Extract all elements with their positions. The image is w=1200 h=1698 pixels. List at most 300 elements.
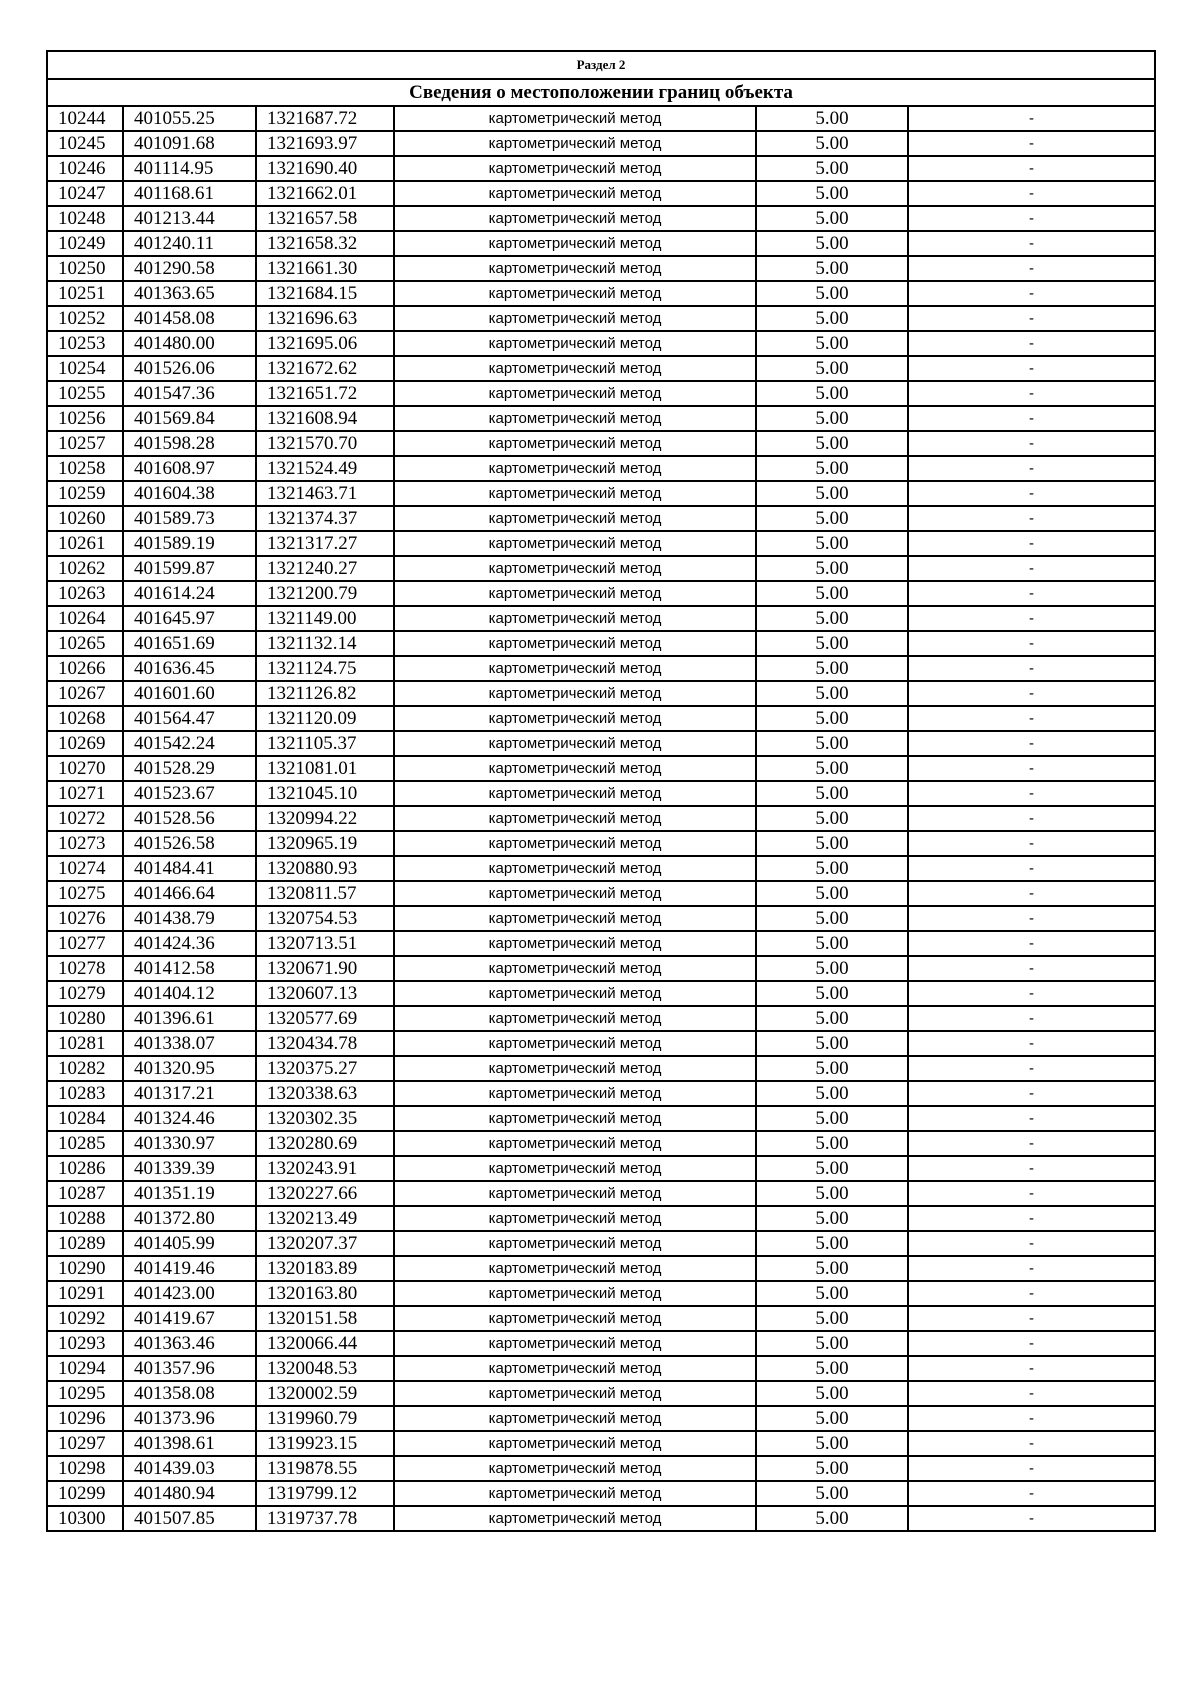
method-cell: картометрический метод <box>394 556 756 581</box>
description-cell: - <box>908 681 1155 706</box>
x-coordinate-cell: 401324.46 <box>123 1106 256 1131</box>
x-coordinate-cell: 401404.12 <box>123 981 256 1006</box>
table-row <box>47 1181 1155 1206</box>
y-coordinate-cell: 1320671.90 <box>256 956 394 981</box>
point-number-cell: 10280 <box>47 1006 123 1031</box>
x-coordinate-cell: 401480.94 <box>123 1481 256 1506</box>
method-cell: картометрический метод <box>394 456 756 481</box>
x-coordinate-cell: 401114.95 <box>123 156 256 181</box>
point-number-cell: 10291 <box>47 1281 123 1306</box>
method-cell: картометрический метод <box>394 881 756 906</box>
accuracy-cell: 5.00 <box>756 756 908 781</box>
accuracy-cell: 5.00 <box>756 231 908 256</box>
point-number-cell: 10284 <box>47 1106 123 1131</box>
method-cell: картометрический метод <box>394 1456 756 1481</box>
point-number-cell: 10295 <box>47 1381 123 1406</box>
method-cell: картометрический метод <box>394 356 756 381</box>
table-row <box>47 206 1155 231</box>
y-coordinate-cell: 1320213.49 <box>256 1206 394 1231</box>
x-coordinate-cell: 401484.41 <box>123 856 256 881</box>
y-coordinate-cell: 1321045.10 <box>256 781 394 806</box>
y-coordinate-cell: 1320811.57 <box>256 881 394 906</box>
description-cell: - <box>908 281 1155 306</box>
point-number-cell: 10250 <box>47 256 123 281</box>
method-cell: картометрический метод <box>394 1131 756 1156</box>
accuracy-cell: 5.00 <box>756 1356 908 1381</box>
y-coordinate-cell: 1320163.80 <box>256 1281 394 1306</box>
description-cell: - <box>908 106 1155 131</box>
accuracy-cell: 5.00 <box>756 1106 908 1131</box>
point-number-cell: 10281 <box>47 1031 123 1056</box>
accuracy-cell: 5.00 <box>756 406 908 431</box>
y-coordinate-cell: 1321126.82 <box>256 681 394 706</box>
table-row <box>47 1106 1155 1131</box>
point-number-cell: 10265 <box>47 631 123 656</box>
description-cell: - <box>908 481 1155 506</box>
table-row <box>47 1231 1155 1256</box>
description-cell: - <box>908 956 1155 981</box>
table-row <box>47 381 1155 406</box>
accuracy-cell: 5.00 <box>756 1456 908 1481</box>
method-cell: картометрический метод <box>394 1031 756 1056</box>
point-number-cell: 10269 <box>47 731 123 756</box>
description-cell: - <box>908 381 1155 406</box>
y-coordinate-cell: 1321124.75 <box>256 656 394 681</box>
x-coordinate-cell: 401363.65 <box>123 281 256 306</box>
x-coordinate-cell: 401424.36 <box>123 931 256 956</box>
table-row <box>47 806 1155 831</box>
description-cell: - <box>908 456 1155 481</box>
description-cell: - <box>908 1181 1155 1206</box>
method-cell: картометрический метод <box>394 931 756 956</box>
y-coordinate-cell: 1320066.44 <box>256 1331 394 1356</box>
x-coordinate-cell: 401480.00 <box>123 331 256 356</box>
description-cell: - <box>908 1006 1155 1031</box>
table-row <box>47 731 1155 756</box>
point-number-cell: 10276 <box>47 906 123 931</box>
x-coordinate-cell: 401290.58 <box>123 256 256 281</box>
accuracy-cell: 5.00 <box>756 381 908 406</box>
y-coordinate-cell: 1321690.40 <box>256 156 394 181</box>
accuracy-cell: 5.00 <box>756 481 908 506</box>
table-row <box>47 156 1155 181</box>
accuracy-cell: 5.00 <box>756 1156 908 1181</box>
accuracy-cell: 5.00 <box>756 906 908 931</box>
accuracy-cell: 5.00 <box>756 806 908 831</box>
description-cell: - <box>908 931 1155 956</box>
description-cell: - <box>908 656 1155 681</box>
accuracy-cell: 5.00 <box>756 156 908 181</box>
x-coordinate-cell: 401645.97 <box>123 606 256 631</box>
y-coordinate-cell: 1320713.51 <box>256 931 394 956</box>
point-number-cell: 10267 <box>47 681 123 706</box>
method-cell: картометрический метод <box>394 106 756 131</box>
point-number-cell: 10244 <box>47 106 123 131</box>
accuracy-cell: 5.00 <box>756 1281 908 1306</box>
point-number-cell: 10255 <box>47 381 123 406</box>
x-coordinate-cell: 401589.19 <box>123 531 256 556</box>
y-coordinate-cell: 1320434.78 <box>256 1031 394 1056</box>
description-cell: - <box>908 1056 1155 1081</box>
table-row <box>47 1206 1155 1231</box>
x-coordinate-cell: 401055.25 <box>123 106 256 131</box>
x-coordinate-cell: 401528.29 <box>123 756 256 781</box>
table-row <box>47 906 1155 931</box>
description-cell: - <box>908 756 1155 781</box>
accuracy-cell: 5.00 <box>756 556 908 581</box>
x-coordinate-cell: 401419.46 <box>123 1256 256 1281</box>
method-cell: картометрический метод <box>394 1181 756 1206</box>
accuracy-cell: 5.00 <box>756 181 908 206</box>
table-row <box>47 1506 1155 1531</box>
method-cell: картометрический метод <box>394 1356 756 1381</box>
accuracy-cell: 5.00 <box>756 1306 908 1331</box>
accuracy-cell: 5.00 <box>756 1331 908 1356</box>
description-cell: - <box>908 306 1155 331</box>
y-coordinate-cell: 1320880.93 <box>256 856 394 881</box>
point-number-cell: 10292 <box>47 1306 123 1331</box>
y-coordinate-cell: 1320338.63 <box>256 1081 394 1106</box>
table-row <box>47 456 1155 481</box>
y-coordinate-cell: 1320243.91 <box>256 1156 394 1181</box>
x-coordinate-cell: 401357.96 <box>123 1356 256 1381</box>
description-cell: - <box>908 1481 1155 1506</box>
method-cell: картометрический метод <box>394 481 756 506</box>
method-cell: картометрический метод <box>394 756 756 781</box>
y-coordinate-cell: 1321658.32 <box>256 231 394 256</box>
description-cell: - <box>908 356 1155 381</box>
description-cell: - <box>908 1456 1155 1481</box>
boundary-points-table <box>46 50 1156 1532</box>
description-cell: - <box>908 1381 1155 1406</box>
point-number-cell: 10251 <box>47 281 123 306</box>
description-cell: - <box>908 131 1155 156</box>
accuracy-cell: 5.00 <box>756 731 908 756</box>
method-cell: картометрический метод <box>394 956 756 981</box>
point-number-cell: 10253 <box>47 331 123 356</box>
point-number-cell: 10278 <box>47 956 123 981</box>
y-coordinate-cell: 1319799.12 <box>256 1481 394 1506</box>
y-coordinate-cell: 1321684.15 <box>256 281 394 306</box>
x-coordinate-cell: 401569.84 <box>123 406 256 431</box>
table-row <box>47 631 1155 656</box>
point-number-cell: 10260 <box>47 506 123 531</box>
accuracy-cell: 5.00 <box>756 681 908 706</box>
point-number-cell: 10252 <box>47 306 123 331</box>
accuracy-cell: 5.00 <box>756 1481 908 1506</box>
description-cell: - <box>908 981 1155 1006</box>
point-number-cell: 10285 <box>47 1131 123 1156</box>
x-coordinate-cell: 401351.19 <box>123 1181 256 1206</box>
method-cell: картометрический метод <box>394 231 756 256</box>
method-cell: картометрический метод <box>394 1106 756 1131</box>
y-coordinate-cell: 1321105.37 <box>256 731 394 756</box>
method-cell: картометрический метод <box>394 1481 756 1506</box>
method-cell: картометрический метод <box>394 1231 756 1256</box>
method-cell: картометрический метод <box>394 1381 756 1406</box>
description-cell: - <box>908 506 1155 531</box>
method-cell: картометрический метод <box>394 406 756 431</box>
x-coordinate-cell: 401466.64 <box>123 881 256 906</box>
table-row <box>47 1131 1155 1156</box>
method-cell: картометрический метод <box>394 1056 756 1081</box>
point-number-cell: 10247 <box>47 181 123 206</box>
point-number-cell: 10261 <box>47 531 123 556</box>
y-coordinate-cell: 1321317.27 <box>256 531 394 556</box>
y-coordinate-cell: 1321570.70 <box>256 431 394 456</box>
description-cell: - <box>908 831 1155 856</box>
description-cell: - <box>908 1206 1155 1231</box>
accuracy-cell: 5.00 <box>756 706 908 731</box>
x-coordinate-cell: 401091.68 <box>123 131 256 156</box>
point-number-cell: 10296 <box>47 1406 123 1431</box>
x-coordinate-cell: 401526.06 <box>123 356 256 381</box>
method-cell: картометрический метод <box>394 831 756 856</box>
y-coordinate-cell: 1319737.78 <box>256 1506 394 1531</box>
table-row <box>47 606 1155 631</box>
method-cell: картометрический метод <box>394 656 756 681</box>
description-cell: - <box>908 1131 1155 1156</box>
table-row <box>47 1156 1155 1181</box>
table-row <box>47 531 1155 556</box>
y-coordinate-cell: 1321132.14 <box>256 631 394 656</box>
point-number-cell: 10264 <box>47 606 123 631</box>
y-coordinate-cell: 1321524.49 <box>256 456 394 481</box>
method-cell: картометрический метод <box>394 856 756 881</box>
x-coordinate-cell: 401358.08 <box>123 1381 256 1406</box>
x-coordinate-cell: 401439.03 <box>123 1456 256 1481</box>
table-row <box>47 706 1155 731</box>
x-coordinate-cell: 401339.39 <box>123 1156 256 1181</box>
method-cell: картометрический метод <box>394 1206 756 1231</box>
description-cell: - <box>908 331 1155 356</box>
table-row <box>47 306 1155 331</box>
accuracy-cell: 5.00 <box>756 781 908 806</box>
accuracy-cell: 5.00 <box>756 306 908 331</box>
y-coordinate-cell: 1321693.97 <box>256 131 394 156</box>
y-coordinate-cell: 1320183.89 <box>256 1256 394 1281</box>
table-row <box>47 656 1155 681</box>
method-cell: картометрический метод <box>394 156 756 181</box>
accuracy-cell: 5.00 <box>756 931 908 956</box>
method-cell: картометрический метод <box>394 1156 756 1181</box>
accuracy-cell: 5.00 <box>756 656 908 681</box>
description-cell: - <box>908 431 1155 456</box>
x-coordinate-cell: 401398.61 <box>123 1431 256 1456</box>
table-row <box>47 1006 1155 1031</box>
accuracy-cell: 5.00 <box>756 606 908 631</box>
x-coordinate-cell: 401213.44 <box>123 206 256 231</box>
y-coordinate-cell: 1320577.69 <box>256 1006 394 1031</box>
x-coordinate-cell: 401438.79 <box>123 906 256 931</box>
accuracy-cell: 5.00 <box>756 581 908 606</box>
method-cell: картометрический метод <box>394 731 756 756</box>
point-number-cell: 10258 <box>47 456 123 481</box>
point-number-cell: 10287 <box>47 1181 123 1206</box>
y-coordinate-cell: 1321463.71 <box>256 481 394 506</box>
accuracy-cell: 5.00 <box>756 1181 908 1206</box>
description-cell: - <box>908 1506 1155 1531</box>
accuracy-cell: 5.00 <box>756 981 908 1006</box>
table-row <box>47 956 1155 981</box>
y-coordinate-cell: 1321374.37 <box>256 506 394 531</box>
accuracy-cell: 5.00 <box>756 881 908 906</box>
point-number-cell: 10262 <box>47 556 123 581</box>
table-row <box>47 506 1155 531</box>
accuracy-cell: 5.00 <box>756 831 908 856</box>
point-number-cell: 10256 <box>47 406 123 431</box>
x-coordinate-cell: 401614.24 <box>123 581 256 606</box>
table-row <box>47 831 1155 856</box>
x-coordinate-cell: 401599.87 <box>123 556 256 581</box>
method-cell: картометрический метод <box>394 1506 756 1531</box>
method-cell: картометрический метод <box>394 606 756 631</box>
y-coordinate-cell: 1321672.62 <box>256 356 394 381</box>
x-coordinate-cell: 401363.46 <box>123 1331 256 1356</box>
accuracy-cell: 5.00 <box>756 1256 908 1281</box>
x-coordinate-cell: 401604.38 <box>123 481 256 506</box>
x-coordinate-cell: 401317.21 <box>123 1081 256 1106</box>
point-number-cell: 10288 <box>47 1206 123 1231</box>
table-row <box>47 1256 1155 1281</box>
y-coordinate-cell: 1320151.58 <box>256 1306 394 1331</box>
x-coordinate-cell: 401636.45 <box>123 656 256 681</box>
x-coordinate-cell: 401240.11 <box>123 231 256 256</box>
table-row <box>47 256 1155 281</box>
x-coordinate-cell: 401608.97 <box>123 456 256 481</box>
table-row <box>47 481 1155 506</box>
x-coordinate-cell: 401372.80 <box>123 1206 256 1231</box>
table-row <box>47 1056 1155 1081</box>
point-number-cell: 10254 <box>47 356 123 381</box>
method-cell: картометрический метод <box>394 506 756 531</box>
y-coordinate-cell: 1320965.19 <box>256 831 394 856</box>
description-cell: - <box>908 181 1155 206</box>
description-cell: - <box>908 206 1155 231</box>
description-cell: - <box>908 1106 1155 1131</box>
y-coordinate-cell: 1320227.66 <box>256 1181 394 1206</box>
point-number-cell: 10259 <box>47 481 123 506</box>
accuracy-cell: 5.00 <box>756 1431 908 1456</box>
table-row <box>47 1406 1155 1431</box>
y-coordinate-cell: 1321661.30 <box>256 256 394 281</box>
table-row <box>47 556 1155 581</box>
method-cell: картометрический метод <box>394 581 756 606</box>
description-cell: - <box>908 1306 1155 1331</box>
table-row <box>47 681 1155 706</box>
description-cell: - <box>908 1031 1155 1056</box>
table-row <box>47 1081 1155 1106</box>
description-cell: - <box>908 1231 1155 1256</box>
accuracy-cell: 5.00 <box>756 331 908 356</box>
y-coordinate-cell: 1321081.01 <box>256 756 394 781</box>
table-row <box>47 431 1155 456</box>
table-body <box>47 51 1155 1531</box>
description-cell: - <box>908 1356 1155 1381</box>
table-title-row <box>47 79 1155 106</box>
x-coordinate-cell: 401168.61 <box>123 181 256 206</box>
method-cell: картометрический метод <box>394 331 756 356</box>
point-number-cell: 10279 <box>47 981 123 1006</box>
x-coordinate-cell: 401526.58 <box>123 831 256 856</box>
y-coordinate-cell: 1320280.69 <box>256 1131 394 1156</box>
method-cell: картометрический метод <box>394 281 756 306</box>
y-coordinate-cell: 1321687.72 <box>256 106 394 131</box>
description-cell: - <box>908 706 1155 731</box>
point-number-cell: 10286 <box>47 1156 123 1181</box>
x-coordinate-cell: 401396.61 <box>123 1006 256 1031</box>
table-row <box>47 756 1155 781</box>
description-cell: - <box>908 1156 1155 1181</box>
method-cell: картометрический метод <box>394 706 756 731</box>
description-cell: - <box>908 156 1155 181</box>
table-row <box>47 1306 1155 1331</box>
x-coordinate-cell: 401419.67 <box>123 1306 256 1331</box>
y-coordinate-cell: 1320375.27 <box>256 1056 394 1081</box>
x-coordinate-cell: 401651.69 <box>123 631 256 656</box>
accuracy-cell: 5.00 <box>756 256 908 281</box>
method-cell: картометрический метод <box>394 631 756 656</box>
x-coordinate-cell: 401423.00 <box>123 1281 256 1306</box>
y-coordinate-cell: 1321240.27 <box>256 556 394 581</box>
x-coordinate-cell: 401320.95 <box>123 1056 256 1081</box>
y-coordinate-cell: 1319923.15 <box>256 1431 394 1456</box>
point-number-cell: 10293 <box>47 1331 123 1356</box>
point-number-cell: 10268 <box>47 706 123 731</box>
description-cell: - <box>908 1256 1155 1281</box>
table-row <box>47 856 1155 881</box>
method-cell: картометрический метод <box>394 681 756 706</box>
y-coordinate-cell: 1321657.58 <box>256 206 394 231</box>
point-number-cell: 10246 <box>47 156 123 181</box>
accuracy-cell: 5.00 <box>756 631 908 656</box>
y-coordinate-cell: 1321608.94 <box>256 406 394 431</box>
description-cell: - <box>908 1406 1155 1431</box>
description-cell: - <box>908 1281 1155 1306</box>
point-number-cell: 10294 <box>47 1356 123 1381</box>
accuracy-cell: 5.00 <box>756 106 908 131</box>
accuracy-cell: 5.00 <box>756 1056 908 1081</box>
description-cell: - <box>908 556 1155 581</box>
point-number-cell: 10245 <box>47 131 123 156</box>
table-row <box>47 581 1155 606</box>
y-coordinate-cell: 1321696.63 <box>256 306 394 331</box>
y-coordinate-cell: 1321651.72 <box>256 381 394 406</box>
x-coordinate-cell: 401330.97 <box>123 1131 256 1156</box>
point-number-cell: 10290 <box>47 1256 123 1281</box>
point-number-cell: 10273 <box>47 831 123 856</box>
table-row <box>47 406 1155 431</box>
method-cell: картометрический метод <box>394 981 756 1006</box>
point-number-cell: 10271 <box>47 781 123 806</box>
description-cell: - <box>908 806 1155 831</box>
point-number-cell: 10277 <box>47 931 123 956</box>
description-cell: - <box>908 531 1155 556</box>
point-number-cell: 10299 <box>47 1481 123 1506</box>
table-row <box>47 106 1155 131</box>
method-cell: картометрический метод <box>394 906 756 931</box>
y-coordinate-cell: 1320994.22 <box>256 806 394 831</box>
accuracy-cell: 5.00 <box>756 856 908 881</box>
x-coordinate-cell: 401412.58 <box>123 956 256 981</box>
table-row <box>47 1281 1155 1306</box>
method-cell: картометрический метод <box>394 306 756 331</box>
description-cell: - <box>908 1081 1155 1106</box>
description-cell: - <box>908 781 1155 806</box>
point-number-cell: 10283 <box>47 1081 123 1106</box>
x-coordinate-cell: 401338.07 <box>123 1031 256 1056</box>
method-cell: картометрический метод <box>394 1331 756 1356</box>
